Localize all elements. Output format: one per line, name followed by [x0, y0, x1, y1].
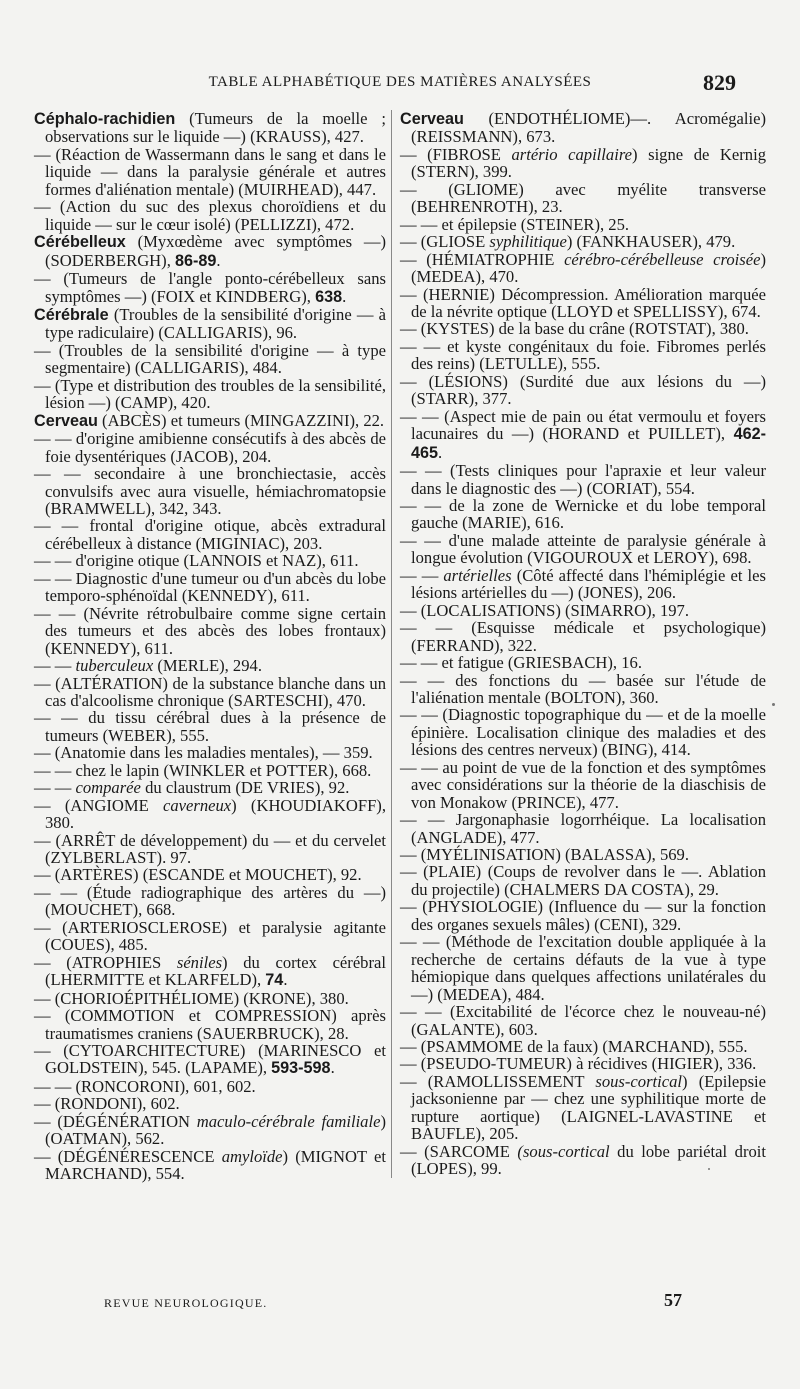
- index-entry: — — d'origine amibienne consécutifs à des abcès de foie dysentériques (JACOB), 204.: [34, 429, 386, 466]
- index-entry: — — des fonctions du — basée sur l'étude de l'aliénation mentale (BOLTON), 360.: [400, 670, 766, 707]
- right-column: [400, 110, 766, 1178]
- signature-mark: 57: [664, 1290, 682, 1310]
- index-entry: — (ARTÈRES) (ESCANDE et MOUCHET), 92.: [34, 865, 362, 885]
- index-entry: — (GLIOSE syphilitique) (FANKHAUSER), 479.: [400, 232, 736, 252]
- index-entry: — (KYSTES) de la base du crâne (ROTSTAT), 380.: [400, 319, 749, 339]
- index-entry: — (CYTOARCHITECTURE) (MARINESCO et GOLDSTEIN), 545. (LAPAME), 593-598.: [34, 1041, 386, 1078]
- index-entry: — — comparée du claustrum (DE VRIES), 92.: [34, 778, 350, 798]
- index-entry: — — du tissu cérébral dues à la présence de tumeurs (WEBER), 555.: [34, 708, 386, 745]
- index-entry: — — (RONCORONI), 601, 602.: [34, 1076, 256, 1096]
- index-entry: — (Action du suc des plexus choroïdiens et du liquide — sur le cœur isolé) (PELLIZZI), 472.: [34, 197, 386, 234]
- index-entry: — — chez le lapin (WINKLER et POTTER), 668.: [34, 760, 372, 780]
- index-entry: Cerveau (ENDOTHÉLIOME)—. Acromégalie) (REISSMANN), 673.: [400, 109, 766, 147]
- index-entry: — (Type et distribution des troubles de la sensibilité, lésion —) (CAMP), 420.: [34, 375, 386, 413]
- index-entry: — (GLIOME) avec myélite transverse (BEHRENROTH), 23.: [400, 179, 766, 217]
- index-entry: — — artérielles (Côté affecté dans l'hémiplégie et les lésions artérielles du —) (JONES), 206.: [400, 565, 766, 603]
- index-entry: — (ARTERIOSCLEROSE) et paralysie agitante (COUES), 485.: [34, 917, 386, 955]
- index-entry: — — et épilepsie (STEINER), 25.: [400, 214, 630, 234]
- index-entry: — — (Excitabilité de l'écorce chez le nouveau-né) (GALANTE), 603.: [400, 1002, 766, 1039]
- index-entry: — — frontal d'origine otique, abcès extradural cérébelleux à distance (MIGINIAC), 203.: [34, 516, 386, 553]
- index-entry: — (PSEUDO-TUMEUR) à récidives (HIGIER), 336.: [400, 1054, 757, 1074]
- left-column: [34, 110, 386, 1183]
- running-header: [0, 72, 800, 96]
- index-entry: — — tuberculeux (MERLE), 294.: [34, 656, 262, 676]
- index-entry: — — Diagnostic d'une tumeur ou d'un abcès du lobe temporo-sphénoïdal (KENNEDY), 611.: [34, 568, 386, 606]
- index-entry: — (HÉMIATROPHIE cérébro-cérébelleuse croisée) (MEDEA), 470.: [400, 249, 766, 287]
- index-entry: — (HERNIE) Décompression. Amélioration marquée de la névrite optique (LLOYD et SPELLISSY), 674.: [400, 284, 766, 321]
- index-entry: — — (Étude radiographique des artères du —) (MOUCHET), 668.: [34, 882, 386, 920]
- index-entry: — (LÉSIONS) (Surdité due aux lésions du —) (STARR), 377.: [400, 371, 766, 409]
- index-entry: Céphalo-rachidien (Tumeurs de la moelle ; observations sur le liquide —) (KRAUSS), 427.: [34, 109, 386, 147]
- index-entry: — (ANGIOME caverneux) (KHOUDIAKOFF), 380.: [34, 795, 386, 833]
- index-entry: — (MYÉLINISATION) (BALASSA), 569.: [400, 845, 689, 865]
- running-title: TABLE ALPHABÉTIQUE DES MATIÈRES ANALYSÉES: [208, 74, 592, 90]
- index-entry: — (LOCALISATIONS) (SIMARRO), 197.: [400, 600, 690, 620]
- index-entry: — (Troubles de la sensibilité d'origine — à type segmentaire) (CALLIGARIS), 484.: [34, 340, 386, 378]
- index-entry: — (FIBROSE artério capillaire) signe de Kernig (STERN), 399.: [400, 144, 766, 182]
- index-entry: — — (Aspect mie de pain ou état vermoulu et foyers lacunaires du —) (HORAND et PUILLET), 462-465.: [400, 406, 766, 462]
- print-speck: [708, 1168, 710, 1170]
- index-entry: — (RAMOLLISSEMENT sous-cortical) (Epilepsie jacksonienne par — chez une syphilitique morte de rupture aortique) (LAIGNEL-LAVASTINE et BAUFLE), 205.: [400, 1071, 767, 1144]
- index-entry: Cérébrale (Troubles de la sensibilité d'origine — à type radiculaire) (CALLIGARIS), 96.: [34, 304, 386, 343]
- index-entry: — (SARCOME (sous-cortical du lobe pariétal droit (LOPES), 99.: [400, 1141, 766, 1179]
- index-entry: — (ALTÉRATION) de la substance blanche dans un cas d'alcoolisme chronique (SARTESCHI), 470.: [34, 673, 386, 710]
- index-entry: Cerveau (ABCÈS) et tumeurs (MINGAZZINI), 22.: [34, 410, 385, 430]
- index-entry: — — (Diagnostic topographique du — et de la moelle épinière. Localisation clinique des maladies et des lésions des centres nerveux) (BING), 414.: [400, 705, 766, 760]
- index-entry: — (DÉGÉNÉRESCENCE amyloïde) (MIGNOT et MARCHAND), 554.: [34, 1146, 386, 1184]
- index-entry: — — Jargonaphasie logorrhéique. La localisation (ANGLADE), 477.: [400, 810, 766, 847]
- index-entry: — — et fatigue (GRIESBACH), 16.: [400, 653, 642, 673]
- index-entry: — (ARRÊT de développement) du — et du cervelet (ZYLBERLAST). 97.: [34, 830, 386, 868]
- index-entry: — (COMMOTION et COMPRESSION) après traumatismes craniens (SAUERBRUCK), 28.: [34, 1006, 386, 1043]
- index-entry: — — (Tests cliniques pour l'apraxie et leur valeur dans le diagnostic des —) (CORIAT), 554.: [400, 461, 766, 498]
- page-number: 829: [703, 70, 736, 95]
- index-entry: — (ATROPHIES séniles) du cortex cérébral (LHERMITTE et KLARFELD), 74.: [34, 952, 386, 990]
- index-entry: — (CHORIOÉPITHÉLIOME) (KRONE), 380.: [34, 988, 349, 1008]
- index-entry: — (Réaction de Wassermann dans le sang et dans le liquide — dans la paralysie générale et autres formes d'aliénation mentale) (MUIRHEAD), 447.: [34, 144, 386, 199]
- index-entry: — — (Méthode de l'excitation double appliquée à la recherche de certains défauts de la vue à type hémiopique dans quelques affections unilatérales du —) (MEDEA), 484.: [400, 932, 766, 1004]
- index-entry: — (RONDONI), 602.: [34, 1094, 180, 1114]
- index-entry: — — de la zone de Wernicke et du lobe temporal gauche (MARIE), 616.: [400, 495, 766, 533]
- index-entry: — (PHYSIOLOGIE) (Influence du — sur la fonction des organes sexuels mâles) (CENI), 329.: [400, 897, 766, 934]
- index-entry: — — (Névrite rétrobulbaire comme signe certain des tumeurs et des abcès des lobes frontaux) (KENNEDY), 611.: [34, 603, 386, 658]
- index-entry: Cérébelleux (Myxœdème avec symptômes —) (SODERBERGH), 86-89.: [34, 232, 386, 270]
- index-entry: — — d'une malade atteinte de paralysie générale à longue évolution (VIGOUROUX et LEROY), 698.: [400, 530, 766, 568]
- index-entry: — — d'origine otique (LANNOIS et NAZ), 611.: [34, 551, 359, 571]
- index-entry: — — (Esquisse médicale et psychologique) (FERRAND), 322.: [400, 618, 766, 655]
- index-entry: — (DÉGÉNÉRATION maculo-cérébrale familiale) (OATMAN), 562.: [34, 1111, 386, 1149]
- index-entry: — (Anatomie dans les maladies mentales), — 359.: [34, 743, 373, 763]
- print-speck: [772, 703, 775, 706]
- journal-name: REVUE NEUROLOGIQUE.: [104, 1296, 268, 1310]
- index-entry: — (Tumeurs de l'angle ponto-cérébelleux sans symptômes —) (FOIX et KINDBERG), 638.: [34, 269, 386, 306]
- index-entry: — — et kyste congénitaux du foie. Fibromes perlés des reins) (LETULLE), 555.: [400, 336, 766, 374]
- column-divider: [391, 110, 392, 1178]
- index-entry: — (PSAMMOME de la faux) (MARCHAND), 555.: [400, 1037, 748, 1057]
- index-entry: — (PLAIE) (Coups de revolver dans le —. Ablation du projectile) (CHALMERS DA COSTA), 29.: [400, 862, 766, 899]
- index-entry: — — secondaire à une bronchiectasie, accès convulsifs avec aura visuelle, hémiachromatopsie (BRAMWELL), 342, 343.: [34, 464, 386, 518]
- index-entry: — — au point de vue de la fonction et des symptômes avec considérations sur la théorie de la diaschisis de von Monakow (PRINCE), 477.: [400, 757, 766, 812]
